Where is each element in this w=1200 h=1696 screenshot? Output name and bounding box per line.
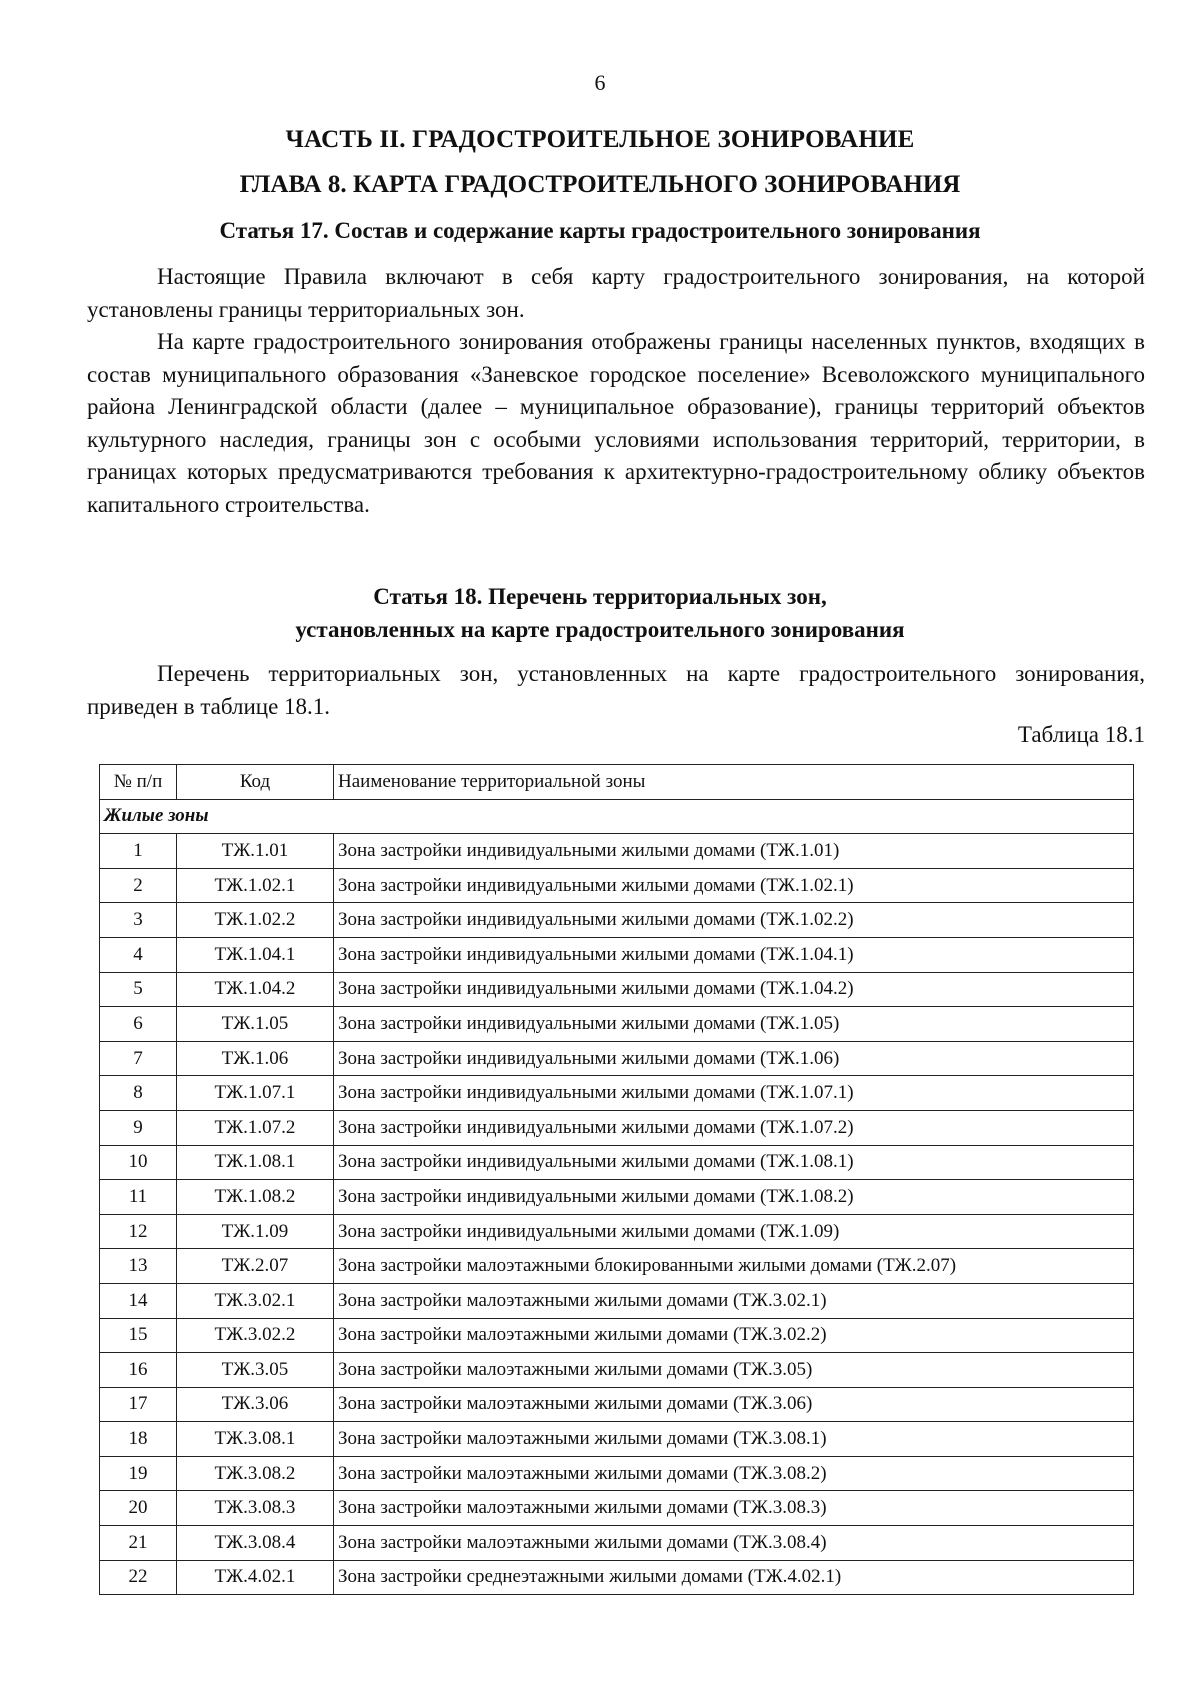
article-18-title bbox=[0, 580, 1200, 646]
row-code-cell: ТЖ.3.06 bbox=[177, 1387, 334, 1422]
row-code-cell: ТЖ.3.02.1 bbox=[177, 1283, 334, 1318]
table-row bbox=[100, 972, 1134, 1007]
row-num-cell: 13 bbox=[100, 1249, 177, 1284]
row-num-cell: 1 bbox=[100, 834, 177, 869]
table-row bbox=[100, 1456, 1134, 1491]
row-num-cell: 16 bbox=[100, 1353, 177, 1388]
row-num-cell: 21 bbox=[100, 1526, 177, 1561]
table-caption: Таблица 18.1 bbox=[1017, 722, 1145, 747]
row-code-cell: ТЖ.1.08.1 bbox=[177, 1145, 334, 1180]
row-code-cell: ТЖ.1.02.2 bbox=[177, 903, 334, 938]
table-row bbox=[100, 1387, 1134, 1422]
table-row bbox=[100, 1491, 1134, 1526]
row-name-cell: Зона застройки малоэтажными жилыми домами (ТЖ.3.05) bbox=[334, 1353, 1134, 1388]
row-num-cell: 7 bbox=[100, 1041, 177, 1076]
row-num-cell: 9 bbox=[100, 1110, 177, 1145]
table-row bbox=[100, 1526, 1134, 1561]
row-num-cell: 17 bbox=[100, 1387, 177, 1422]
row-name-cell: Зона застройки индивидуальными жилыми домами (ТЖ.1.05) bbox=[334, 1007, 1134, 1042]
row-name-cell: Зона застройки малоэтажными жилыми домами (ТЖ.3.02.1) bbox=[334, 1283, 1134, 1318]
header-code: Код bbox=[177, 765, 334, 800]
row-name-cell: Зона застройки индивидуальными жилыми домами (ТЖ.1.09) bbox=[334, 1214, 1134, 1249]
table-row bbox=[100, 1145, 1134, 1180]
chapter-title: ГЛАВА 8. КАРТА ГРАДОСТРОИТЕЛЬНОГО ЗОНИРОВАНИЯ bbox=[239, 171, 961, 198]
row-num-cell: 14 bbox=[100, 1283, 177, 1318]
table-row bbox=[100, 1041, 1134, 1076]
row-code-cell: ТЖ.3.08.4 bbox=[177, 1526, 334, 1561]
row-num-cell: 11 bbox=[100, 1180, 177, 1215]
row-code-cell: ТЖ.4.02.1 bbox=[177, 1560, 334, 1595]
row-num-cell: 8 bbox=[100, 1076, 177, 1111]
table-row bbox=[100, 903, 1134, 938]
row-code-cell: ТЖ.3.08.3 bbox=[177, 1491, 334, 1526]
article-17-paragraph-2: На карте градостроительного зонирования отображены границы населенных пунктов, входящих в состав муниципального образования «Заневское городское поселение» Всеволожского муниципального района Ленинградской области (далее – муниципальное образование), границы территорий объектов культурного наследия, границы зон с особыми условиями использования территорий, территории, в границах которых предусматриваются требования к архитектурно-градостроительному облику объектов капитального строительства. bbox=[87, 329, 1145, 517]
page-number: 6 bbox=[594, 70, 606, 95]
header-num: № п/п bbox=[100, 765, 177, 800]
group-label: Жилые зоны bbox=[100, 799, 1134, 834]
territorial-zones-table bbox=[99, 764, 1134, 1595]
group-row-residential bbox=[100, 799, 1134, 834]
row-code-cell: ТЖ.3.08.1 bbox=[177, 1422, 334, 1457]
article-17-paragraph-1: Настоящие Правила включают в себя карту градостроительного зонирования, на которой установлены границы территориальных зон. bbox=[87, 264, 1145, 322]
row-num-cell: 4 bbox=[100, 937, 177, 972]
row-code-cell: ТЖ.1.01 bbox=[177, 834, 334, 869]
row-code-cell: ТЖ.3.02.2 bbox=[177, 1318, 334, 1353]
row-code-cell: ТЖ.2.07 bbox=[177, 1249, 334, 1284]
article-17-title: Статья 17. Состав и содержание карты градостроительного зонирования bbox=[219, 218, 981, 243]
row-name-cell: Зона застройки малоэтажными жилыми домами (ТЖ.3.08.4) bbox=[334, 1526, 1134, 1561]
table-row bbox=[100, 1110, 1134, 1145]
row-name-cell: Зона застройки индивидуальными жилыми домами (ТЖ.1.02.1) bbox=[334, 868, 1134, 903]
row-name-cell: Зона застройки малоэтажными жилыми домами (ТЖ.3.08.1) bbox=[334, 1422, 1134, 1457]
row-code-cell: ТЖ.1.06 bbox=[177, 1041, 334, 1076]
row-code-cell: ТЖ.3.08.2 bbox=[177, 1456, 334, 1491]
table-row bbox=[100, 1249, 1134, 1284]
table-row bbox=[100, 1353, 1134, 1388]
row-code-cell: ТЖ.1.07.2 bbox=[177, 1110, 334, 1145]
row-code-cell: ТЖ.1.04.2 bbox=[177, 972, 334, 1007]
row-num-cell: 12 bbox=[100, 1214, 177, 1249]
article-18-title-line-1: Статья 18. Перечень территориальных зон, bbox=[373, 584, 827, 609]
table-row bbox=[100, 1560, 1134, 1595]
row-code-cell: ТЖ.1.02.1 bbox=[177, 868, 334, 903]
table-row bbox=[100, 1007, 1134, 1042]
article-18-title-line-2: установленных на карте градостроительного зонирования bbox=[295, 617, 905, 642]
row-num-cell: 6 bbox=[100, 1007, 177, 1042]
table-row bbox=[100, 868, 1134, 903]
row-num-cell: 19 bbox=[100, 1456, 177, 1491]
row-name-cell: Зона застройки индивидуальными жилыми домами (ТЖ.1.07.2) bbox=[334, 1110, 1134, 1145]
table-row bbox=[100, 1180, 1134, 1215]
header-name: Наименование территориальной зоны bbox=[334, 765, 1134, 800]
row-num-cell: 5 bbox=[100, 972, 177, 1007]
row-name-cell: Зона застройки индивидуальными жилыми домами (ТЖ.1.01) bbox=[334, 834, 1134, 869]
row-name-cell: Зона застройки малоэтажными жилыми домами (ТЖ.3.08.3) bbox=[334, 1491, 1134, 1526]
row-name-cell: Зона застройки малоэтажными жилыми домами (ТЖ.3.02.2) bbox=[334, 1318, 1134, 1353]
row-name-cell: Зона застройки индивидуальными жилыми домами (ТЖ.1.04.2) bbox=[334, 972, 1134, 1007]
row-code-cell: ТЖ.1.09 bbox=[177, 1214, 334, 1249]
row-name-cell: Зона застройки индивидуальными жилыми домами (ТЖ.1.04.1) bbox=[334, 937, 1134, 972]
row-name-cell: Зона застройки малоэтажными жилыми домами (ТЖ.3.08.2) bbox=[334, 1456, 1134, 1491]
row-name-cell: Зона застройки малоэтажными жилыми домами (ТЖ.3.06) bbox=[334, 1387, 1134, 1422]
row-name-cell: Зона застройки среднеэтажными жилыми домами (ТЖ.4.02.1) bbox=[334, 1560, 1134, 1595]
row-code-cell: ТЖ.3.05 bbox=[177, 1353, 334, 1388]
row-num-cell: 18 bbox=[100, 1422, 177, 1457]
row-name-cell: Зона застройки малоэтажными блокированными жилыми домами (ТЖ.2.07) bbox=[334, 1249, 1134, 1284]
row-code-cell: ТЖ.1.04.1 bbox=[177, 937, 334, 972]
table-header-row bbox=[100, 765, 1134, 800]
row-name-cell: Зона застройки индивидуальными жилыми домами (ТЖ.1.07.1) bbox=[334, 1076, 1134, 1111]
row-num-cell: 22 bbox=[100, 1560, 177, 1595]
table-row bbox=[100, 937, 1134, 972]
row-code-cell: ТЖ.1.05 bbox=[177, 1007, 334, 1042]
row-num-cell: 15 bbox=[100, 1318, 177, 1353]
row-name-cell: Зона застройки индивидуальными жилыми домами (ТЖ.1.06) bbox=[334, 1041, 1134, 1076]
row-name-cell: Зона застройки индивидуальными жилыми домами (ТЖ.1.08.2) bbox=[334, 1180, 1134, 1215]
row-num-cell: 10 bbox=[100, 1145, 177, 1180]
article-18-paragraph: Перечень территориальных зон, установленных на карте градостроительного зонирования, приведен в таблице 18.1. bbox=[87, 661, 1145, 719]
table-row bbox=[100, 1318, 1134, 1353]
row-num-cell: 3 bbox=[100, 903, 177, 938]
table-row bbox=[100, 1283, 1134, 1318]
part-title: ЧАСТЬ II. ГРАДОСТРОИТЕЛЬНОЕ ЗОНИРОВАНИЕ bbox=[285, 126, 915, 153]
table-row bbox=[100, 1422, 1134, 1457]
row-code-cell: ТЖ.1.07.1 bbox=[177, 1076, 334, 1111]
row-num-cell: 20 bbox=[100, 1491, 177, 1526]
row-name-cell: Зона застройки индивидуальными жилыми домами (ТЖ.1.08.1) bbox=[334, 1145, 1134, 1180]
table-row bbox=[100, 834, 1134, 869]
table-row bbox=[100, 1214, 1134, 1249]
table-row bbox=[100, 1076, 1134, 1111]
row-num-cell: 2 bbox=[100, 868, 177, 903]
row-code-cell: ТЖ.1.08.2 bbox=[177, 1180, 334, 1215]
row-name-cell: Зона застройки индивидуальными жилыми домами (ТЖ.1.02.2) bbox=[334, 903, 1134, 938]
